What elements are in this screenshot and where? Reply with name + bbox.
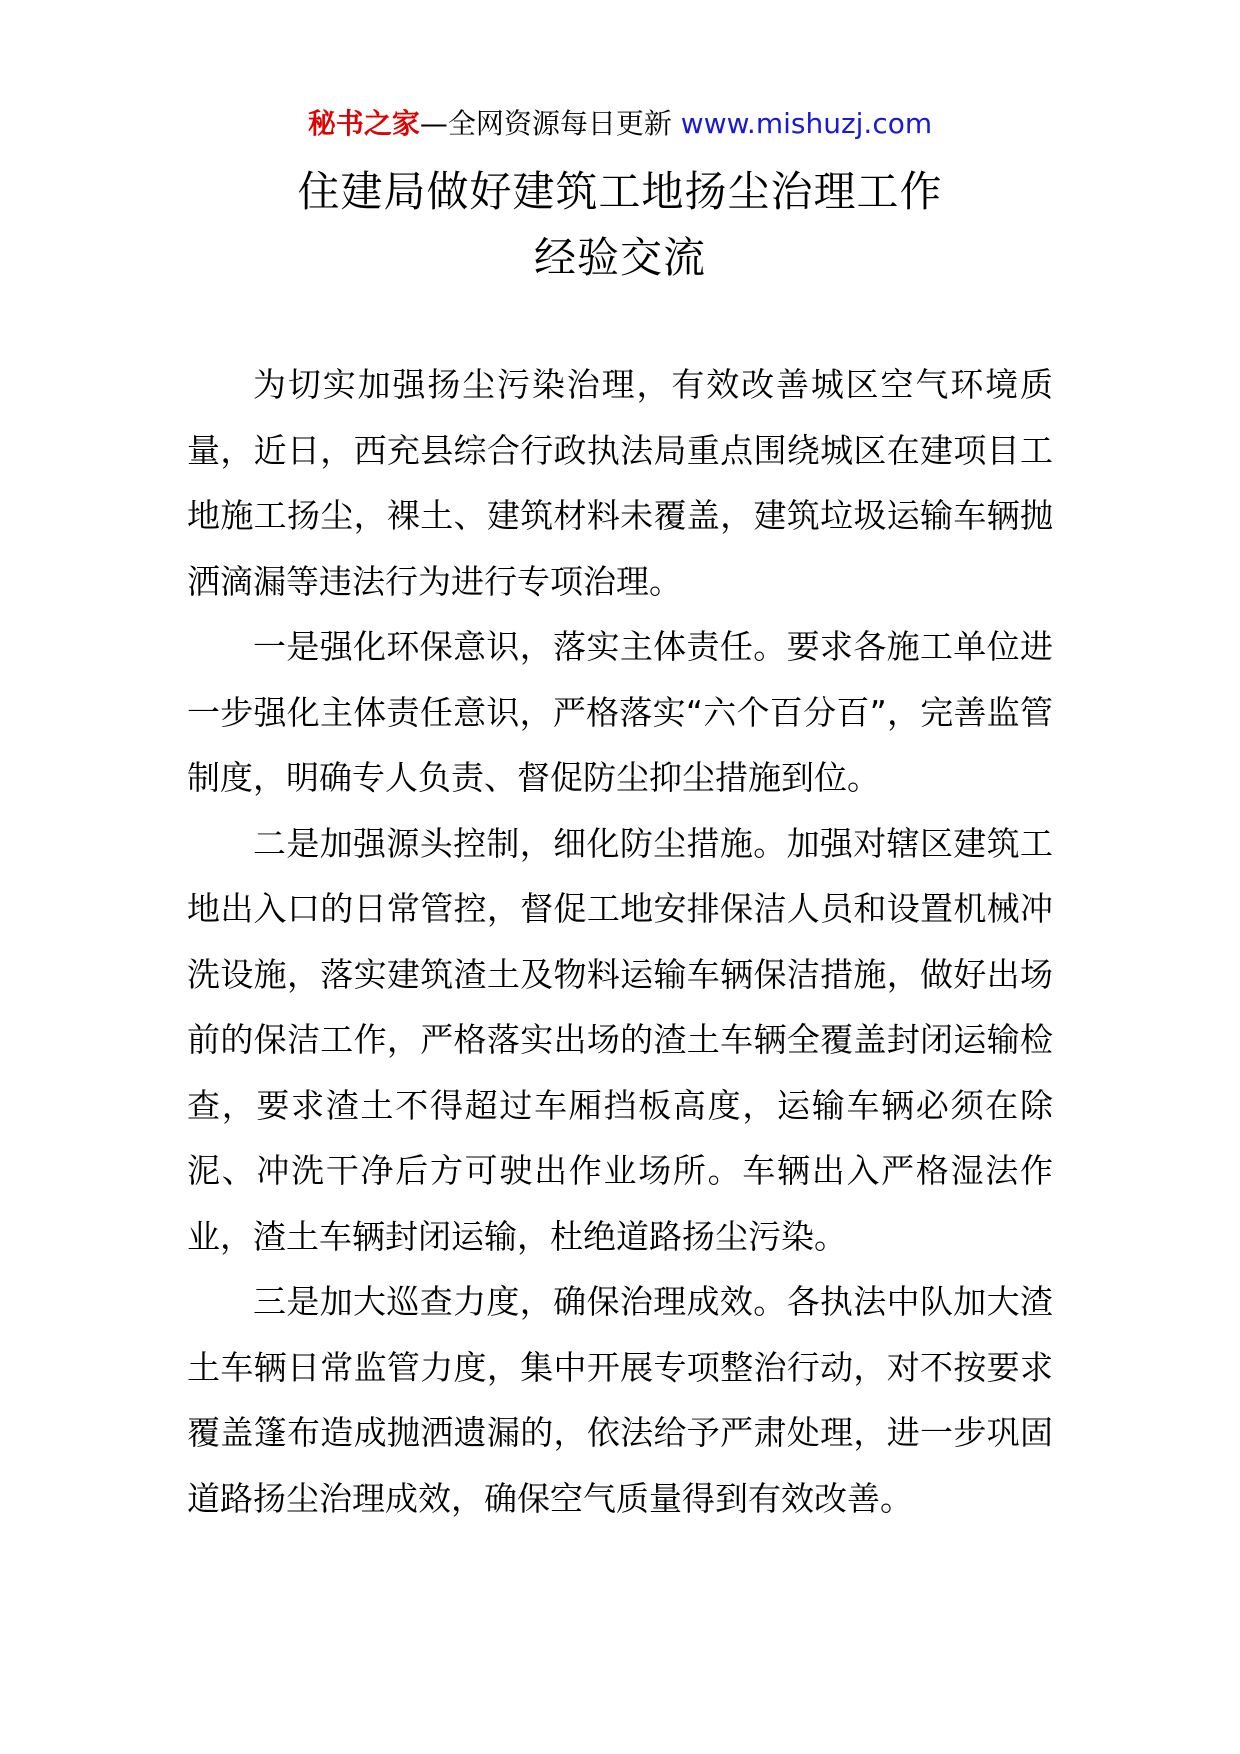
paragraph-point-1: 一是强化环保意识，落实主体责任。要求各施工单位进一步强化主体责任意识，严格落实“六个百分百”，完善监管制度，明确专人负责、督促防尘抑尘措施到位。 [187, 627, 1053, 797]
site-header [0, 104, 1240, 144]
paragraph-point-2: 二是加强源头控制，细化防尘措施。加强对辖区建筑工地出入口的日常管控，督促工地安排保洁人员和设置机械冲洗设施，落实建筑渣土及物料运输车辆保洁措施，做好出场前的保洁工作，严格落实出场的渣土车辆全覆盖封闭运输检查，要求渣土不得超过车厢挡板高度，运输车辆必须在除泥、冲洗干净后方可驶出作业场所。车辆出入严格湿法作业，渣土车辆封闭运输，杜绝道路扬尘污染。 [187, 823, 1053, 1256]
document-body [187, 352, 1053, 1531]
paragraph-intro: 为切实加强扬尘污染治理，有效改善城区空气环境质量，近日，西充县综合行政执法局重点围绕城区在建项目工地施工扬尘，裸土、建筑材料未覆盖，建筑垃圾运输车辆抛洒滴漏等违法行为进行专项治理。 [187, 365, 1053, 601]
document-title-line-1: 住建局做好建筑工地扬尘治理工作 [297, 167, 943, 216]
brand-name: 秘书之家 [307, 107, 420, 140]
header-tagline: —全网资源每日更新 [419, 107, 672, 140]
document-title-line-2: 经验交流 [533, 233, 706, 282]
site-url-link[interactable]: www.mishuzj.com [671, 107, 933, 140]
paragraph-point-3: 三是加大巡查力度，确保治理成效。各执法中队加大渣土车辆日常监管力度，集中开展专项整治行动，对不按要求覆盖篷布造成抛洒遗漏的，依法给予严肃处理，进一步巩固道路扬尘治理成效，确保空气质量得到有效改善。 [187, 1282, 1053, 1518]
